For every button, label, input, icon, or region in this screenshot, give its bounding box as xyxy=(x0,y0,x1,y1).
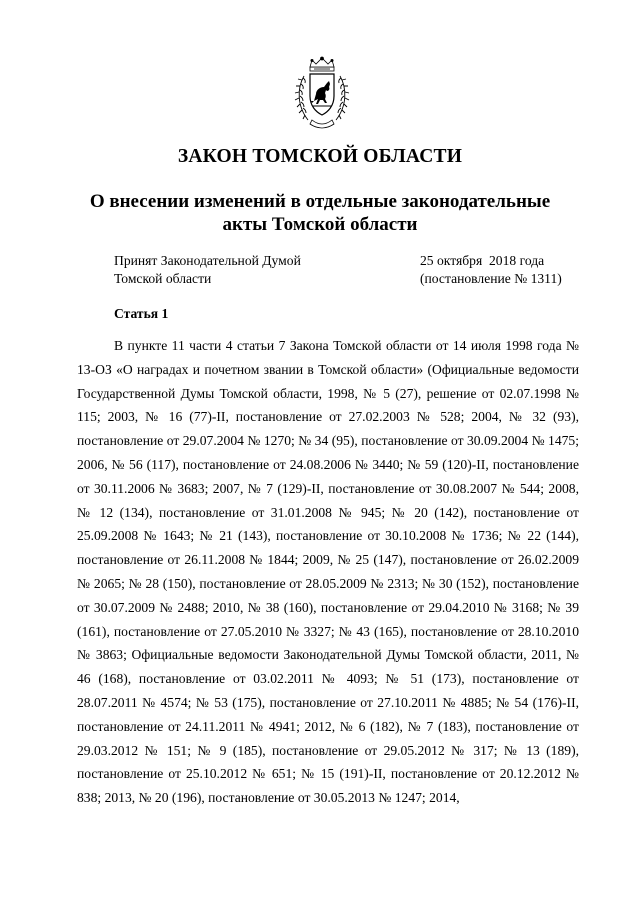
article-paragraph: В пункте 11 части 4 статьи 7 Закона Томской области от 14 июля 1998 года № 13-ОЗ «О наградах и почетном звании в Томской области» (Официальные ведомости Государственной Думы Томской области, 1998, № 5 (27), решение от 02.07.1998 № 115; 2003, № 16 (77)-II, постановление от 27.02.2003 № 528; 2004, № 32 (93), постановление от 29.07.2004 № 1270; № 34 (95), постановление от 30.09.2004 № 1475; 2006, № 56 (117), постановление от 24.08.2006 № 3440; № 59 (120)-II, постановление от 30.11.2006 № 3683; 2007, № 7 (129)-II, постановление от 30.08.2007 № 544; 2008, № 12 (134), постановление от 31.01.2008 № 945; № 20 (142), постановление от 25.09.2008 № 1643; № 21 (143), постановление от 30.10.2008 № 1736; № 22 (144), постановление от 26.11.2008 № 1844; 2009, № 25 (147), постановление от 26.02.2009 № 2065; № 28 (150), постановление от 28.05.2009 № 2313; № 30 (152), постановление от 30.07.2009 № 2488; 2010, № 38 (160), постановление от 29.04.2010 № 3168; № 39 (161), постановление от 27.05.2010 № 3327; № 43 (165), постановление от 28.10.2010 № 3863; Официальные ведомости Законодательной Думы Томской области, 2011, № 46 (168), постановление от 03.02.2011 № 4093; № 51 (173), постановление от 28.07.2011 № 4574; № 53 (175), постановление от 27.10.2011 № 4885; № 54 (176)-II, постановление от 24.11.2011 № 4941; 2012, № 6 (182), № 7 (183), постановление от 29.03.2012 № 151; № 9 (185), постановление от 29.05.2012 № 317; № 13 (189), постановление от 25.10.2012 № 651; № 15 (191)-II, постановление от 20.12.2012 № 838; 2013, № 20 (196), постановление от 30.05.2013 № 1247; 2014, xyxy=(77,338,579,806)
law-title: ЗАКОН ТОМСКОЙ ОБЛАСТИ xyxy=(177,146,463,167)
adoption-date-block xyxy=(420,252,562,288)
adopted-by-line: Принят Законодательной Думой xyxy=(114,253,301,268)
adoption-date: 25 октября 2018 года xyxy=(420,253,545,268)
article-heading: Статья 1 xyxy=(114,306,169,321)
coat-of-arms-icon xyxy=(294,56,350,130)
law-subject xyxy=(60,190,580,236)
adopted-by-line: Томской области xyxy=(114,271,212,286)
law-subject-line: О внесении изменений в отдельные законодательные xyxy=(89,191,551,212)
resolution-number: (постановление № 1311) xyxy=(420,271,562,286)
adopted-by-block xyxy=(114,252,301,288)
law-subject-line: акты Томской области xyxy=(222,214,418,235)
